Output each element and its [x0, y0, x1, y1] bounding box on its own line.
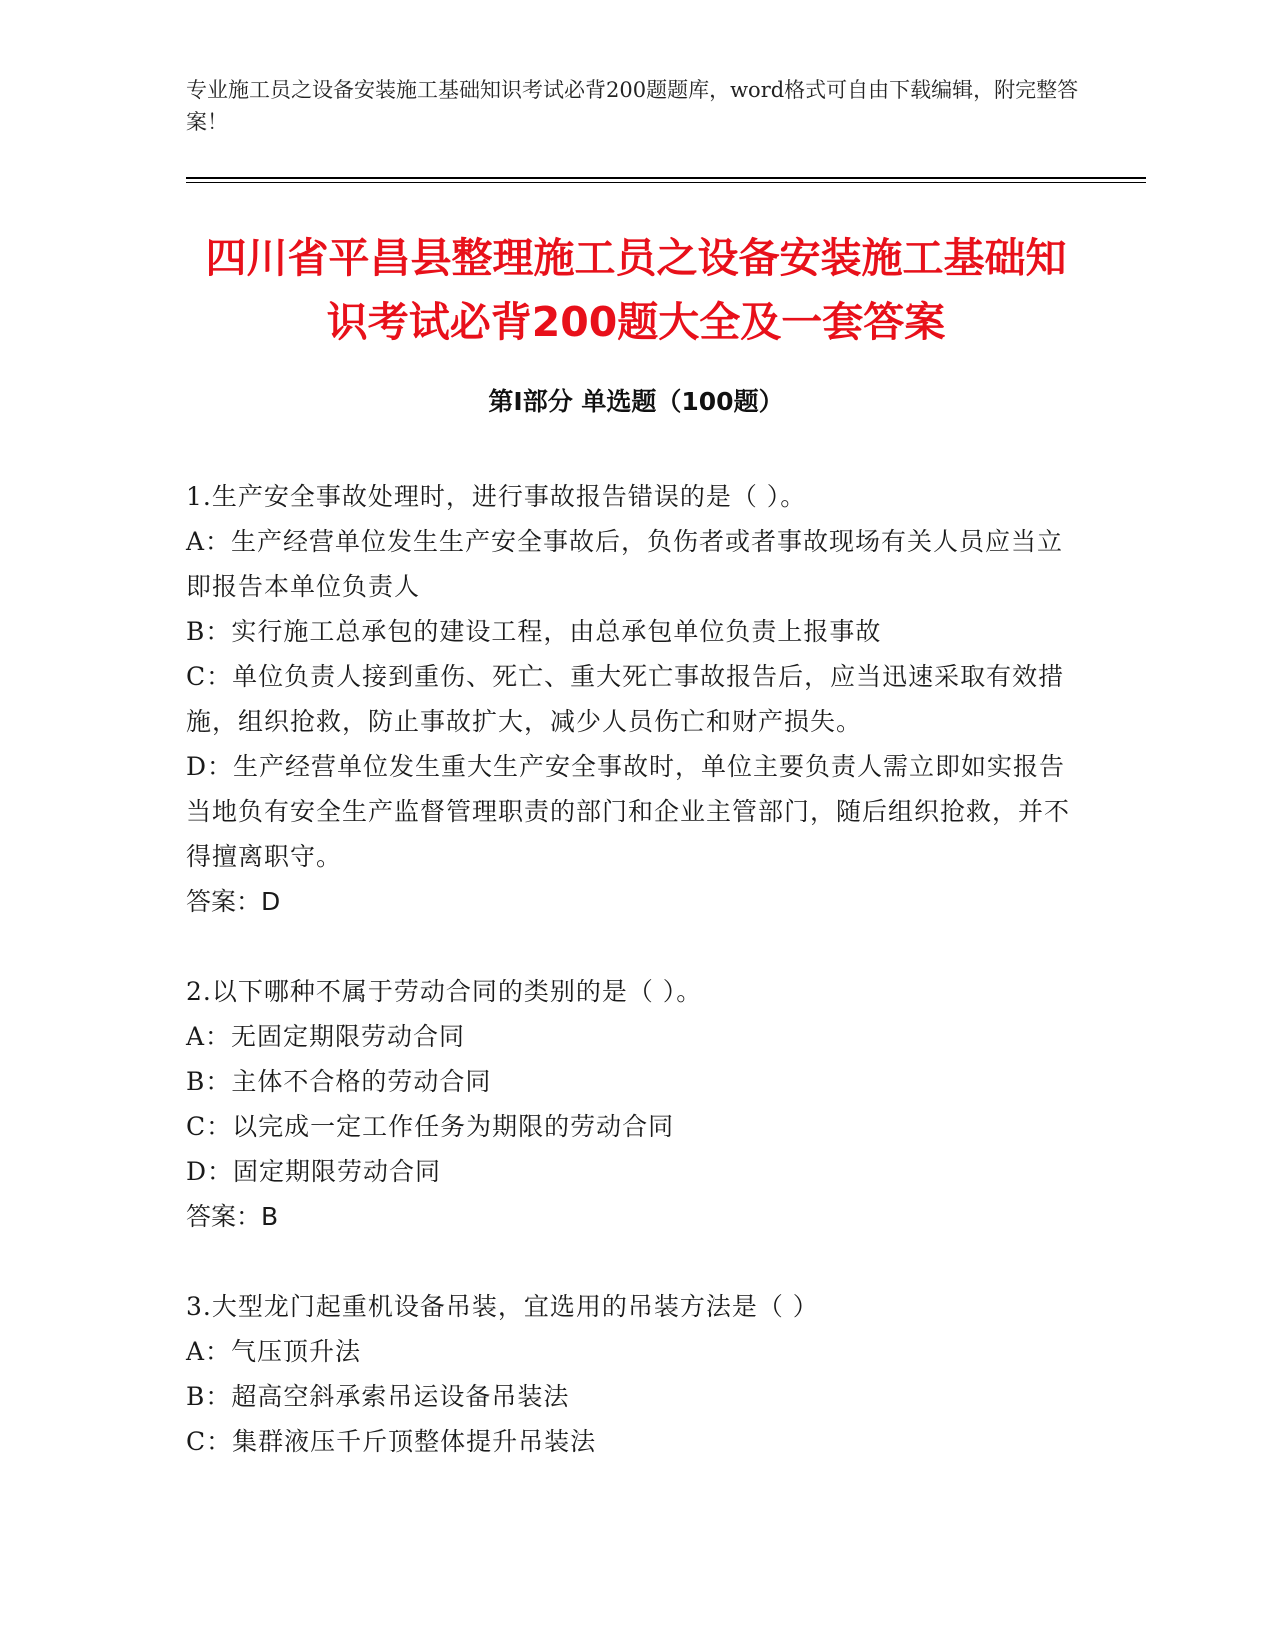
question-stem: 3.大型龙门起重机设备吊装，宜选用的吊装方法是（ ）: [186, 1292, 819, 1321]
option-b: B：实行施工总承包的建设工程，由总承包单位负责上报事故: [186, 617, 882, 646]
page-header: 专业施工员之设备安装施工基础知识考试必背200题题库，word格式可自由下载编辑，附完整答案！: [186, 78, 1079, 134]
option-c: C：以完成一定工作任务为期限的劳动合同: [186, 1112, 675, 1141]
header-divider-thin: [186, 182, 1146, 183]
header-divider-thick: [186, 177, 1146, 179]
question-list: [186, 474, 1076, 1509]
option-a: A：无固定期限劳动合同: [186, 1022, 466, 1051]
section-heading: 第Ⅰ部分 单选题（100题）: [488, 387, 784, 416]
question-stem: 1.生产安全事故处理时，进行事故报告错误的是（ ）。: [186, 482, 807, 511]
option-b: B：超高空斜承索吊运设备吊装法: [186, 1382, 570, 1411]
option-d: D：固定期限劳动合同: [186, 1157, 442, 1186]
option-d: D：生产经营单位发生重大生产安全事故时，单位主要负责人需立即如实报告当地负有安全生产监督管理职责的部门和企业主管部门，随后组织抢救，并不得擅离职守。: [186, 752, 1071, 871]
question-1: [186, 474, 1076, 924]
option-b: B：主体不合格的劳动合同: [186, 1067, 492, 1096]
option-a: A：气压顶升法: [186, 1337, 362, 1366]
option-a: A：生产经营单位发生生产安全事故后，负伤者或者事故现场有关人员应当立即报告本单位负责人: [186, 527, 1064, 601]
question-2: [186, 969, 1076, 1239]
answer: 答案：D: [186, 887, 281, 916]
option-c: C：集群液压千斤顶整体提升吊装法: [186, 1427, 597, 1456]
question-3: [186, 1284, 1076, 1464]
option-c: C：单位负责人接到重伤、死亡、重大死亡事故报告后，应当迅速采取有效措施，组织抢救，防止事故扩大，减少人员伤亡和财产损失。: [186, 662, 1065, 736]
document-title: 四川省平昌县整理施工员之设备安装施工基础知识考试必背200题大全及一套答案: [205, 234, 1067, 346]
question-stem: 2.以下哪种不属于劳动合同的类别的是（ ）。: [186, 977, 703, 1006]
answer: 答案：B: [186, 1202, 279, 1231]
